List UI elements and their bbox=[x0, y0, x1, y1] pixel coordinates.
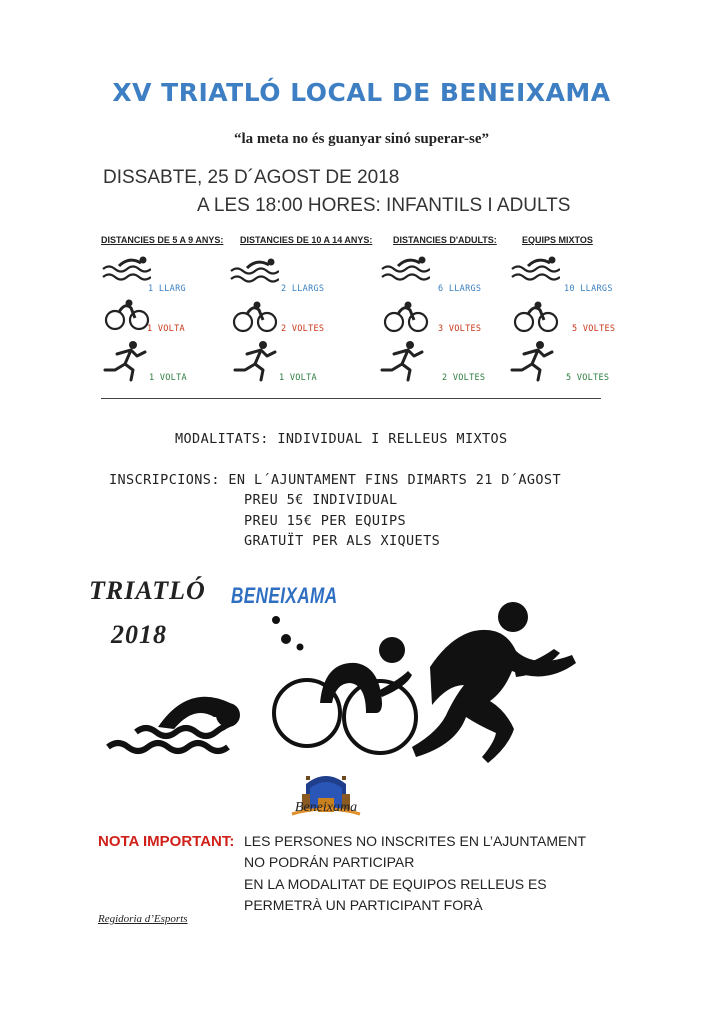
swim-distance: 1 LLARG bbox=[148, 284, 186, 294]
run-icon bbox=[103, 340, 149, 382]
logo-year: 2018 bbox=[111, 620, 167, 649]
nota-label: NOTA IMPORTANT: bbox=[98, 833, 235, 850]
price-individual: PREU 5€ INDIVIDUAL bbox=[244, 492, 398, 508]
triathlon-logo-art bbox=[100, 595, 600, 775]
bike-icon bbox=[512, 300, 560, 334]
run-distance: 5 VOLTES bbox=[566, 373, 610, 383]
run-icon bbox=[233, 340, 279, 382]
nota-line: EN LA MODALITAT DE EQUIPOS RELLEUS ES bbox=[244, 876, 547, 892]
logo-word-triatlo: TRIATLÓ bbox=[89, 576, 206, 605]
footer-signature: Regidoria d’Esports bbox=[98, 913, 188, 925]
swim-icon bbox=[101, 255, 151, 281]
divider bbox=[101, 398, 601, 399]
price-teams: PREU 15€ PER EQUIPS bbox=[244, 513, 407, 529]
logo-word-beneixama: BENEIXAMA bbox=[231, 583, 338, 608]
motto: “la meta no és guanyar sinó superar-se” bbox=[234, 131, 489, 147]
run-distance: 2 VOLTES bbox=[442, 373, 486, 383]
crest-label: Beneixama bbox=[294, 800, 358, 815]
category-heading-teams: EQUIPS MIXTOS bbox=[522, 235, 593, 245]
swim-icon bbox=[229, 257, 279, 283]
cyclist-figure bbox=[272, 616, 416, 753]
swim-icon bbox=[510, 255, 560, 281]
inscripcions-line: INSCRIPCIONS: EN L´AJUNTAMENT FINS DIMARTS 21 D´AGOST bbox=[109, 472, 561, 488]
swimmer-figure bbox=[108, 697, 240, 751]
category-heading-5-9: DISTANCIES DE 5 A 9 ANYS: bbox=[101, 235, 224, 245]
nota-line: PERMETRÀ UN PARTICIPANT FORÀ bbox=[244, 897, 483, 913]
run-icon bbox=[510, 340, 556, 382]
bike-icon bbox=[382, 300, 430, 334]
event-title: XV TRIATLÓ LOCAL DE BENEIXAMA bbox=[112, 78, 611, 107]
bike-icon bbox=[231, 300, 279, 334]
runner-figure bbox=[412, 602, 576, 763]
category-10-14 bbox=[229, 255, 389, 395]
nota-line: LES PERSONES NO INSCRITES EN L’AJUNTAMENT bbox=[244, 833, 587, 849]
category-teams bbox=[510, 255, 670, 395]
bike-icon bbox=[103, 298, 151, 332]
event-time: A LES 18:00 HORES: INFANTILS I ADULTS bbox=[197, 195, 571, 216]
swim-distance: 6 LLARGS bbox=[438, 284, 482, 294]
run-distance: 1 VOLTA bbox=[149, 373, 187, 383]
swim-icon bbox=[380, 255, 430, 281]
bike-distance: 1 VOLTA bbox=[147, 324, 185, 334]
event-date: DISSABTE, 25 D´AGOST DE 2018 bbox=[103, 167, 400, 188]
category-heading-adults: DISTANCIES D'ADULTS: bbox=[393, 235, 497, 245]
bike-distance: 2 VOLTES bbox=[281, 324, 325, 334]
run-distance: 1 VOLTA bbox=[279, 373, 317, 383]
modalitats-line: MODALITATS: INDIVIDUAL I RELLEUS MIXTOS bbox=[175, 431, 508, 447]
swim-distance: 2 LLARGS bbox=[281, 284, 325, 294]
run-icon bbox=[380, 340, 426, 382]
free-kids-line: GRATUÏT PER ALS XIQUETS bbox=[244, 533, 441, 549]
bike-distance: 5 VOLTES bbox=[572, 324, 616, 334]
bike-distance: 3 VOLTES bbox=[438, 324, 482, 334]
nota-line: NO PODRÁN PARTICIPAR bbox=[244, 854, 415, 870]
swim-distance: 10 LLARGS bbox=[564, 284, 613, 294]
category-heading-10-14: DISTANCIES DE 10 A 14 ANYS: bbox=[240, 235, 373, 245]
